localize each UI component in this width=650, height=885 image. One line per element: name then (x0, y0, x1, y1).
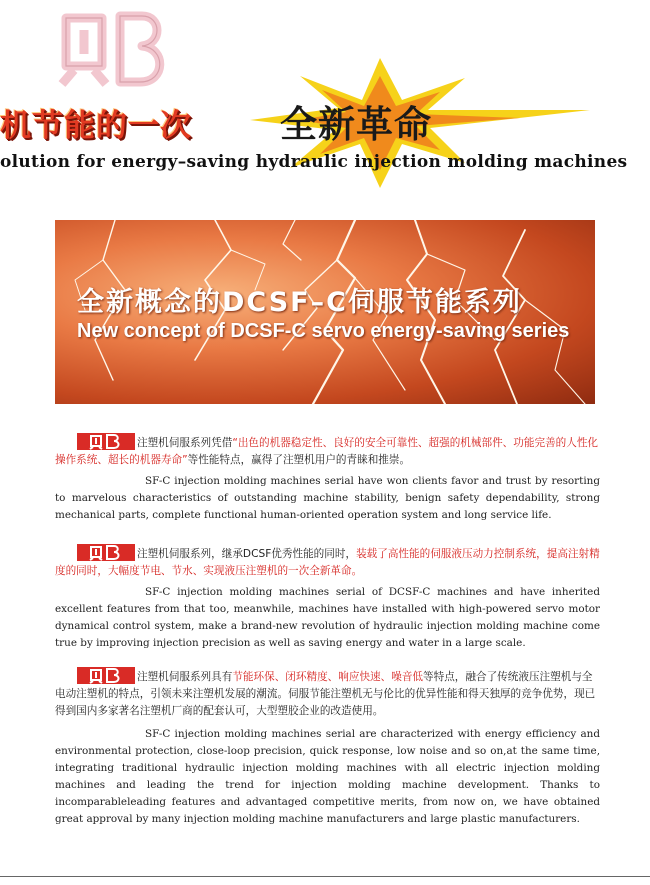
paragraph-en (55, 726, 600, 828)
paragraph-cn-seg: 注塑机伺服系列，继承DCSF优秀性能的同时， (137, 548, 357, 560)
headline-cn-left: 机节能的一次 (0, 108, 192, 144)
paragraph-cn (55, 544, 600, 580)
brand-badge-icon (77, 544, 135, 561)
paragraph-en (55, 473, 600, 524)
banner-title-en: New concept of DCSF-C servo energy-saving series (77, 320, 570, 342)
paragraph-cn-seg: 等性能特点，赢得了注塑机用户的青睐和推崇。 (187, 454, 411, 466)
headline-cn-right: 全新革命 (280, 103, 432, 146)
bottom-divider (0, 876, 650, 877)
feature-paragraph-2 (55, 544, 600, 652)
paragraph-cn-seg: 注塑机伺服系列具有 (137, 671, 233, 683)
paragraph-en (55, 584, 600, 652)
headline-en: olution for energy–saving hydraulic injection molding machines (0, 152, 628, 172)
banner-title-cn: 全新概念的DCSF–C伺服节能系列 (77, 287, 522, 318)
feature-paragraph-3 (55, 667, 600, 828)
brand-logo (58, 10, 170, 88)
paragraph-cn-highlight: 装载了高性能的伺服液压动力控制系统，提高注射精度的同时，大幅度节电、节水、实现液压注塑机的一次全新革命。 (55, 548, 600, 577)
paragraph-en-text: SF-C injection molding machines serial of DCSF-C machines and have inherited excellent features from that too, meanwhile, machines have installed with high-powered servo motor dynamical control system, make a brand-new revolution of hydraulic injection molding machine come true by improving injection precision as well as saving energy and water in a large scale. (55, 586, 600, 649)
feature-paragraph-1 (55, 433, 600, 524)
paragraph-en-text: SF-C injection molding machines serial have won clients favor and trust by resorting to marvelous characteristics of outstanding machine stability, benign safety dependability, strong mechanical parts, complete functional human-oriented operation system and long service life. (55, 475, 600, 521)
paragraph-cn-highlight: 节能环保、闭环精度、响应快速、噪音低 (232, 671, 424, 683)
paragraph-cn-highlight: “出色的机器稳定性、良好的安全可靠性、超强的机械部件、功能完善的人性化操作系统、超长的机器寿命” (55, 437, 599, 466)
paragraph-en-text: SF-C injection molding machines serial are characterized with energy efficiency and environmental protection, close-loop precision, quick response, low noise and so on,at the same time, integrating traditional hydraulic injection molding machines with all electric injection molding machines and leading the trend for injection molding machine development. Thanks to incomparableleading features and advantaged competitive merits, from now on, we have obtained great approval by many injection molding machine manufacturers and large plastic manufacturers. (55, 728, 600, 825)
lightning-banner (55, 220, 595, 404)
brand-badge-icon (77, 667, 135, 684)
paragraph-cn-seg: 注塑机伺服系列凭借 (137, 437, 233, 449)
paragraph-cn (55, 433, 600, 469)
paragraph-cn-seg: 等特点，融合了传统液压注塑机与全电动注塑机的特点，引领未来注塑机发展的潮流。伺服节能注塑机无与伦比的优异性能和得天独厚的竞争优势，现已得到国内多家著名注塑机厂商的配套认可，大型塑胶企业的改造使用。 (55, 671, 596, 717)
paragraph-cn (55, 667, 600, 720)
brand-badge-icon (77, 433, 135, 450)
